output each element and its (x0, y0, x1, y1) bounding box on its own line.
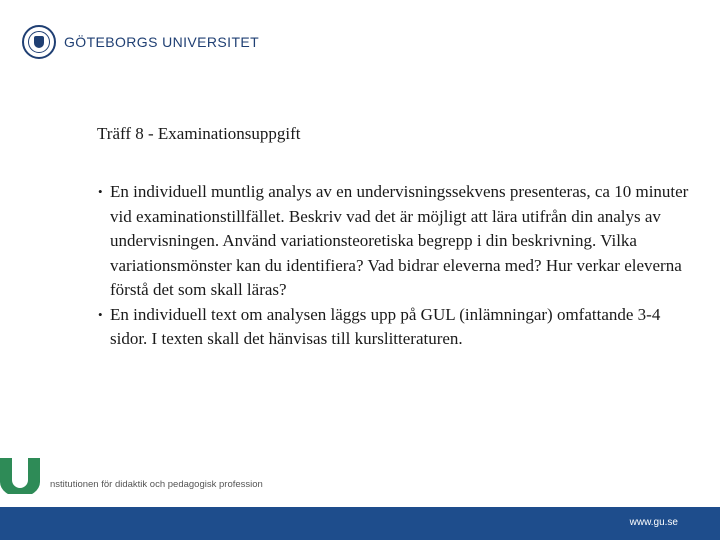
slide-title: Träff 8 - Examinationsuppgift (97, 124, 301, 143)
university-seal-icon (22, 25, 56, 59)
university-name: GÖTEBORGS UNIVERSITET (64, 34, 260, 50)
university-logo (22, 22, 259, 62)
bullet-list (98, 180, 698, 352)
bullet-item: • En individuell muntlig analys av en undervisningssekvens presenteras, ca 10 minuter vid examinationstillfället. Beskriv vad det är möjligt att lära utifrån din analys av undervisningen. Använd variationsteoretiska begrepp i din beskrivning. Vilka variationsmönster kan du identifiera? Vad bidrar eleverna med? Hur verkar eleverna förstå det som skall läras? (98, 180, 698, 303)
bullet-item: • En individuell text om analysen läggs upp på GUL (inlämningar) omfattande 3-4 sidor. I texten skall det hänvisas till kurslitteraturen. (98, 303, 698, 352)
website-link[interactable]: www.gu.se (629, 517, 678, 528)
department-logo-icon (0, 458, 40, 494)
department-name: nstitutionen för didaktik och pedagogisk profession (50, 479, 263, 490)
footer-bar (0, 507, 720, 540)
